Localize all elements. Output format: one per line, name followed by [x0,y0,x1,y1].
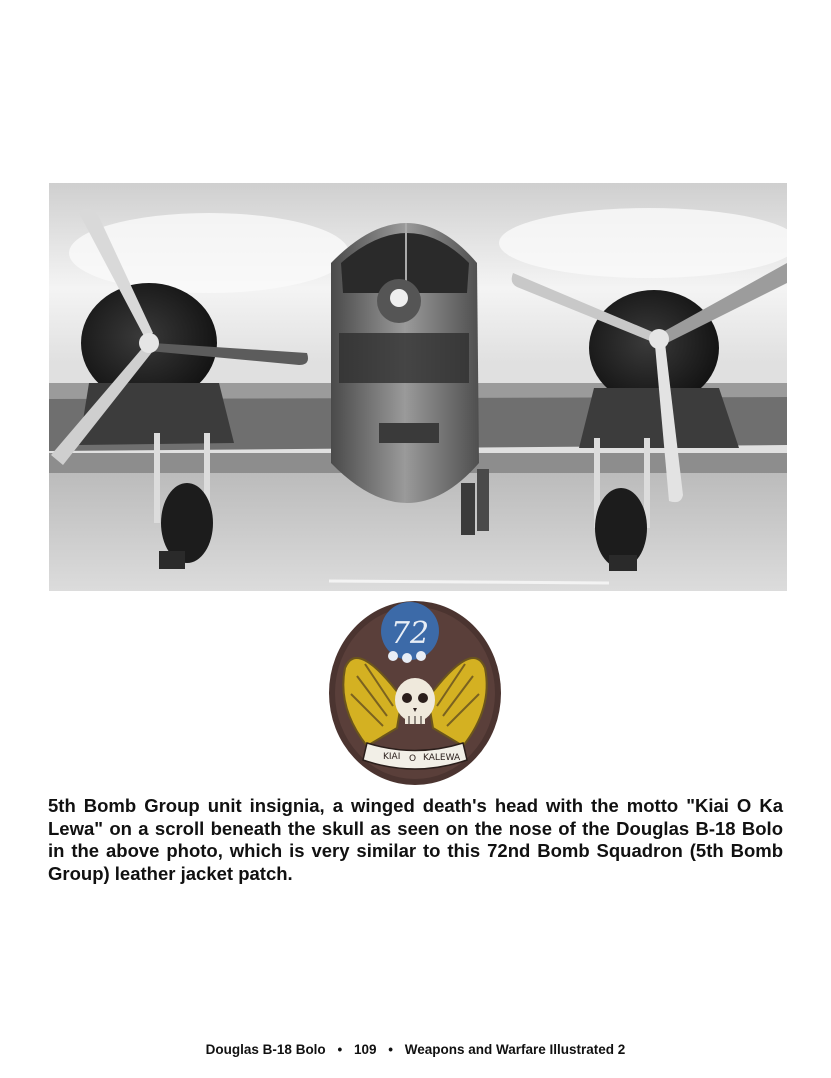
aircraft-photo [49,183,787,591]
footer-title: Douglas B-18 Bolo [205,1042,326,1057]
patch-number: 72 [390,616,430,651]
scroll-text-left: KIAI [383,752,401,762]
winged-skull-emblem [327,598,503,788]
page-footer [0,1042,831,1057]
caption: 5th Bomb Group unit insignia, a winged death's head with the motto "Kiai O Ka Lewa" on a scroll beneath the skull as seen on the nose of the Douglas B-18 Bolo in the above photo, which is very similar to this 72nd Bomb Squadron (5th Bomb Group) leather jacket patch. [48,795,783,884]
b18-bolo-illustration [49,183,787,591]
scroll-text-right: KALEWA [423,753,461,763]
squadron-patch [327,598,503,788]
footer-separator: • [337,1042,343,1057]
scroll-text-mid: O [409,754,417,764]
footer-book: Weapons and Warfare Illustrated 2 [404,1042,626,1057]
footer-separator: • [388,1042,393,1057]
page-number: 109 [353,1042,377,1057]
